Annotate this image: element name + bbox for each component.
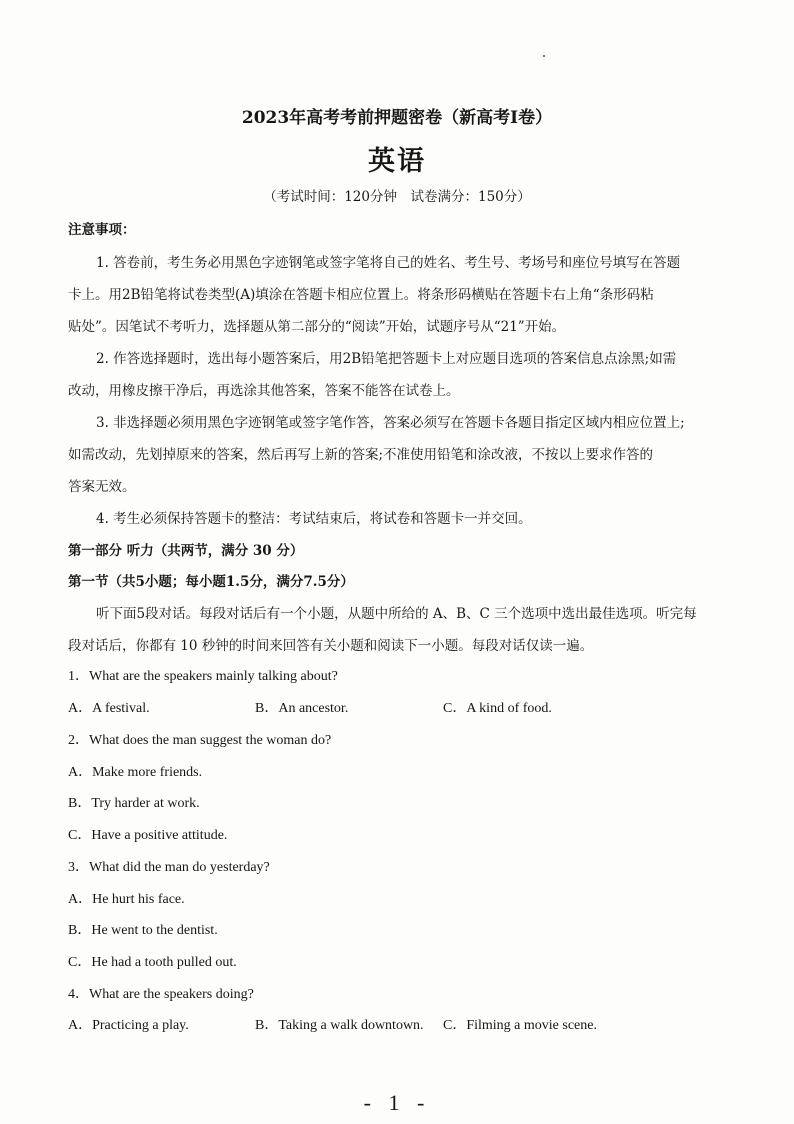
option-b: B．An ancestor. <box>255 701 349 716</box>
option-b: B．Try harder at work. <box>68 796 200 811</box>
exam-info: （考试时间：120分钟 试卷满分：150分） <box>263 189 531 205</box>
part-heading: 第一部分 听力（共两节，满分 30 分） <box>68 543 304 559</box>
notice-line: 改动，用橡皮擦干净后，再选涂其他答案，答案不能答在试卷上。 <box>68 383 460 399</box>
notice-line: 卡上。用2B铅笔将试卷类型(A)填涂在答题卡相应位置上。将条形码横贴在答题卡右上角“条形码粘 <box>68 287 654 303</box>
page-number: - 1 - <box>363 1090 431 1115</box>
option-a: A．A festival. <box>68 701 150 716</box>
question-stem: 1．What are the speakers mainly talking about? <box>68 669 338 684</box>
subject-title: 英语 <box>368 146 426 177</box>
option-a: A．Make more friends. <box>68 765 203 780</box>
option-c: C．Have a positive attitude. <box>68 828 228 843</box>
option-c: C．A kind of food. <box>443 701 552 716</box>
notice-line: 2. 作答选择题时，选出每小题答案后，用2B铅笔把答题卡上对应题目选项的答案信息点涂黑;如需 <box>96 351 677 367</box>
option-c: C．He had a tooth pulled out. <box>68 955 237 970</box>
option-b: B．He went to the dentist. <box>68 923 218 938</box>
question-stem: 3．What did the man do yesterday? <box>68 860 270 875</box>
option-a: A．Practicing a play. <box>68 1018 189 1033</box>
notice-line: 贴处”。因笔试不考听力，选择题从第二部分的“阅读”开始，试题序号从“21”开始。 <box>68 319 566 335</box>
notice-line: 1. 答卷前，考生务必用黑色字迹钢笔或签字笔将自己的姓名、考生号、考场号和座位号填写在答题 <box>96 255 681 271</box>
notice-line: 4. 考生必须保持答题卡的整洁：考试结束后，将试卷和答题卡一并交回。 <box>96 511 532 527</box>
option-b: B．Taking a walk downtown. <box>255 1018 424 1033</box>
option-c: C．Filming a movie scene. <box>443 1018 597 1033</box>
notice-heading: 注意事项： <box>68 222 136 238</box>
section-heading: 第一节（共5小题；每小题1.5分，满分7.5分） <box>68 574 354 590</box>
question-stem: 2．What does the man suggest the woman do? <box>68 733 332 748</box>
exam-title: 2023年高考考前押题密卷（新高考I卷） <box>241 108 553 128</box>
question-stem: 4．What are the speakers doing? <box>68 987 254 1002</box>
notice-line: 3. 非选择题必须用黑色字迹钢笔或签字笔作答，答案必须写在答题卡各题目指定区域内相应位置上; <box>96 415 685 431</box>
instruction-line: 段对话后，你都有 10 秒钟的时间来回答有关小题和阅读下一小题。每段对话仅读一遍。 <box>68 638 594 654</box>
notice-line: 答案无效。 <box>68 479 136 495</box>
notice-line: 如需改动，先划掉原来的答案，然后再写上新的答案;不准使用铅笔和涂改液，不按以上要求作答的 <box>68 447 654 463</box>
scan-speck <box>543 55 545 57</box>
instruction-line: 听下面5段对话。每段对话后有一个小题，从题中所给的 A、B、C 三个选项中选出最佳选项。听完每 <box>96 606 697 622</box>
option-a: A．He hurt his face. <box>68 892 185 907</box>
